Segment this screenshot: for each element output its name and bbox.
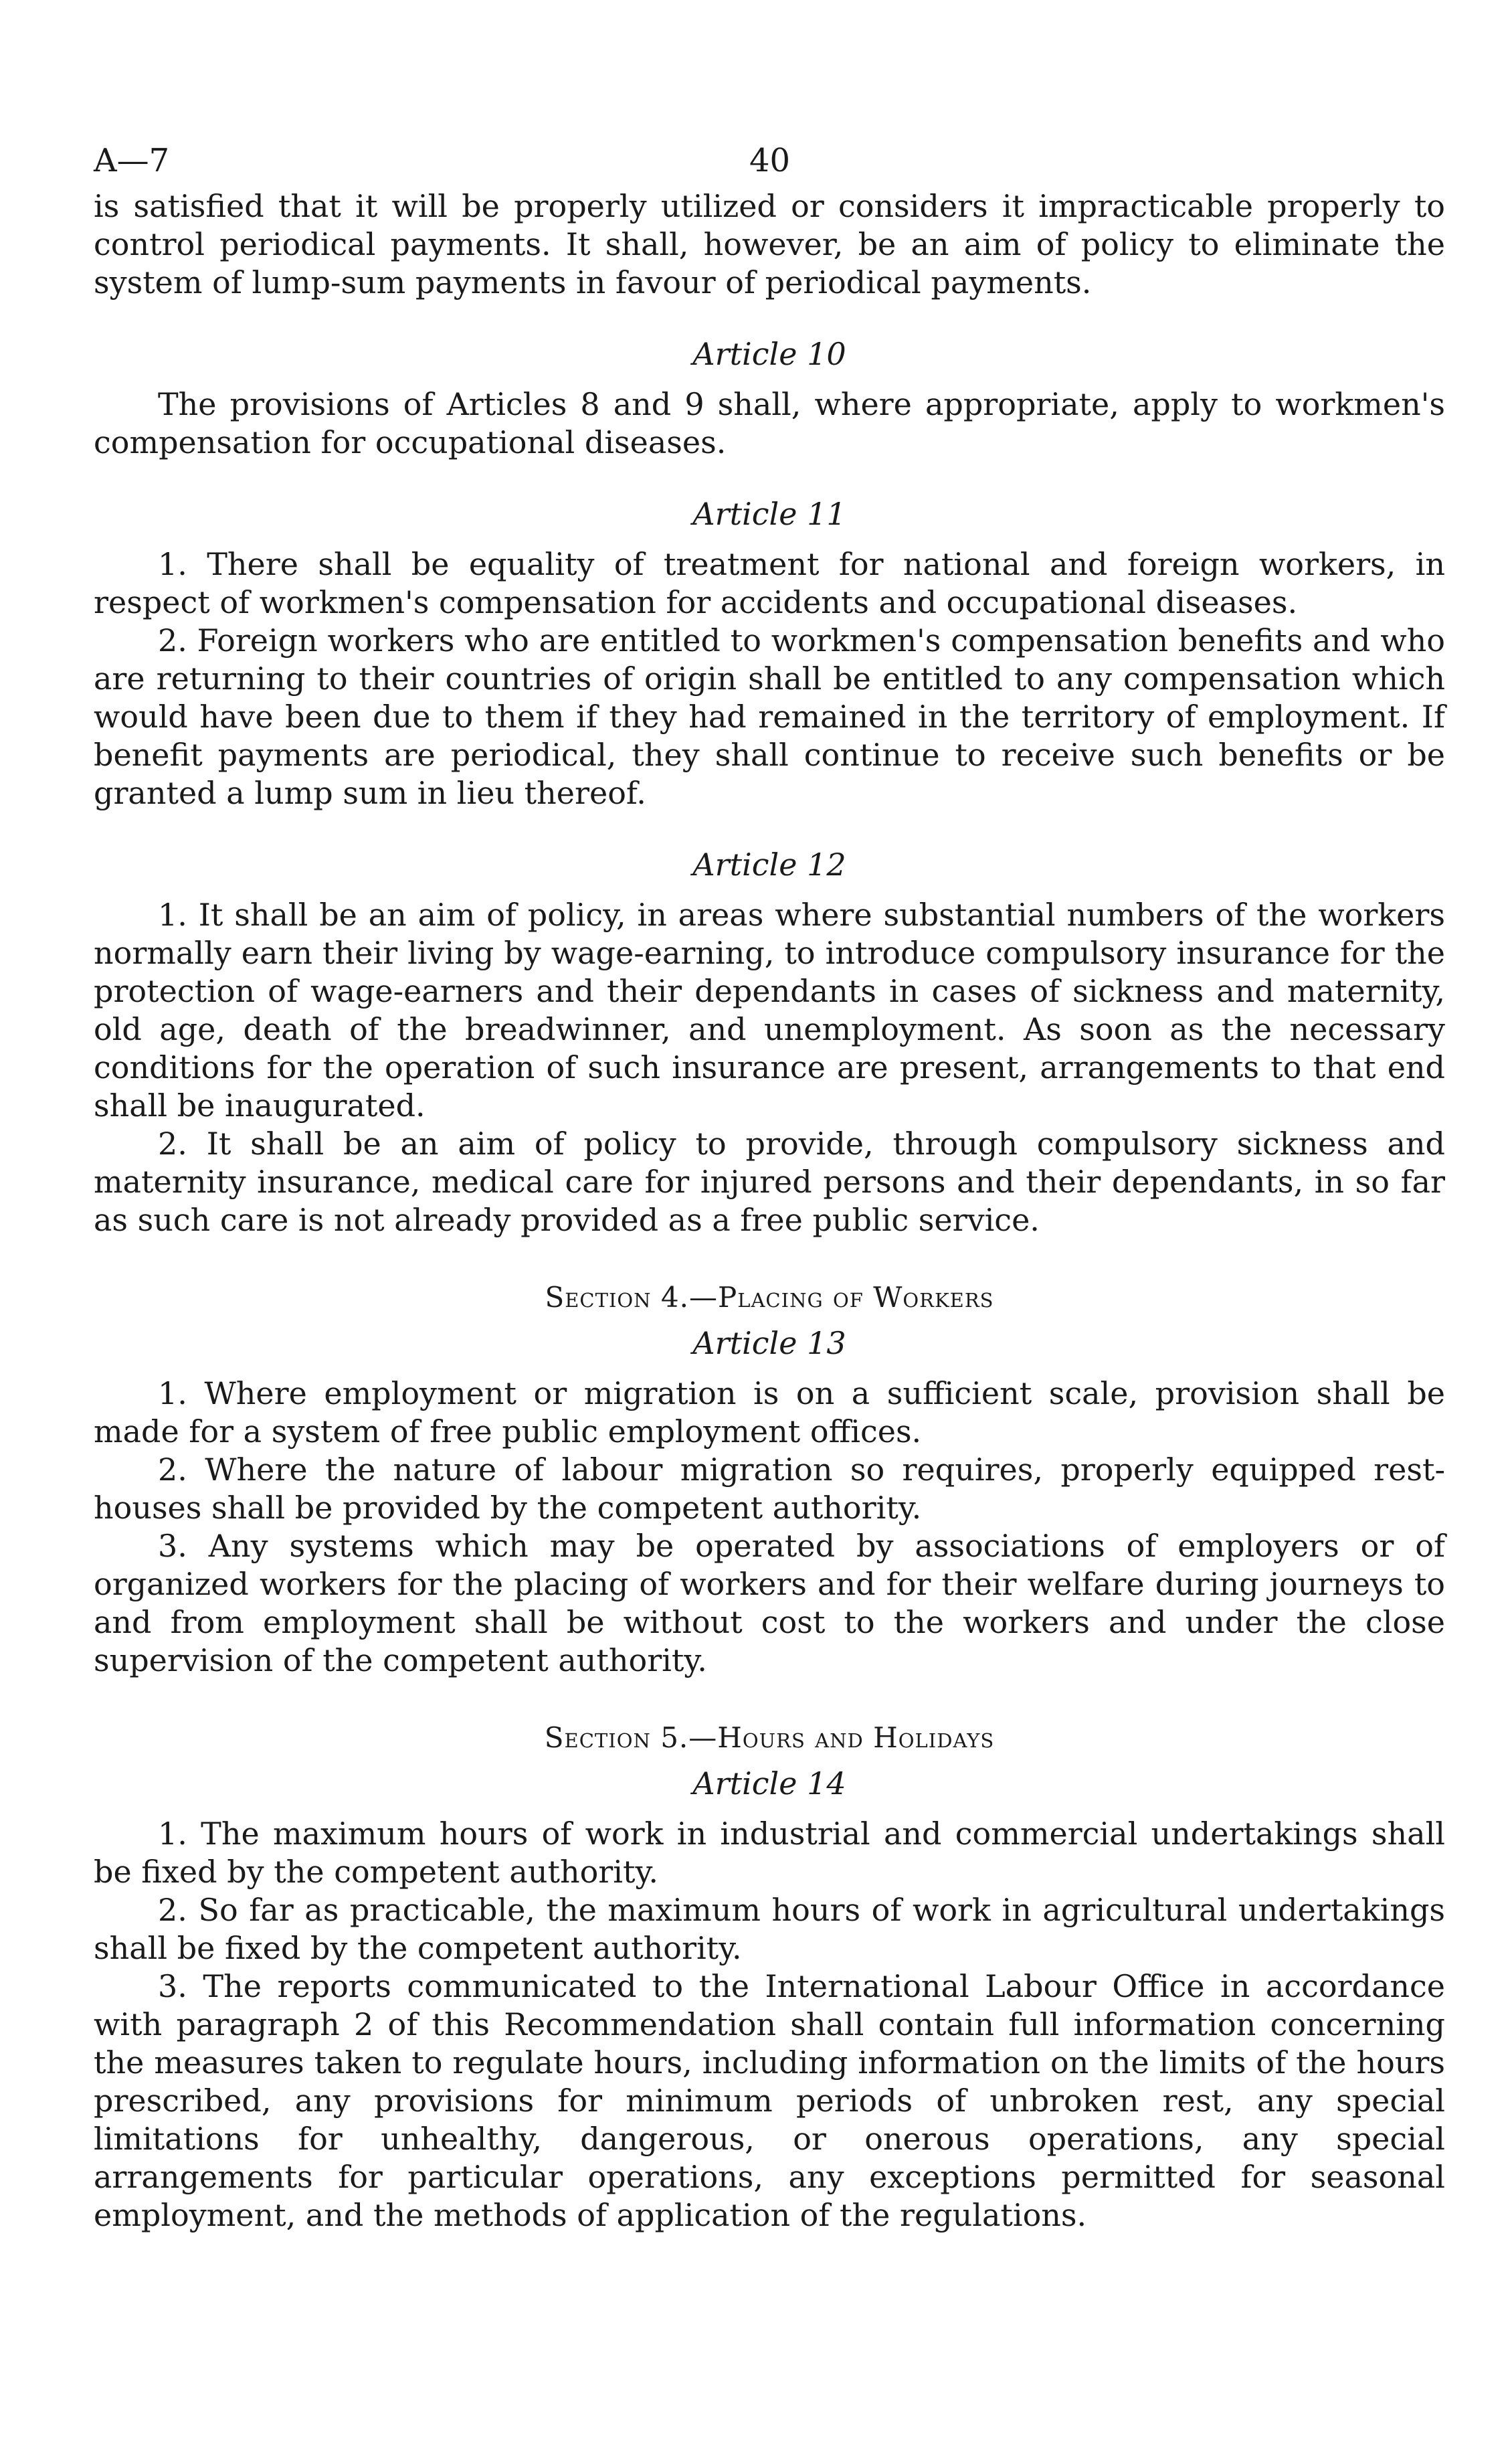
- document-code: A—7: [94, 142, 170, 179]
- page-number: 40: [749, 142, 791, 179]
- article-10-heading: Article 10: [692, 336, 846, 372]
- section-4-heading: Section 4.—Placing of Workers: [545, 1281, 994, 1314]
- article-14-paragraph-2: 2. So far as practicable, the maximum hours of work in agricultural undertakings shall be fixed by the competent authority.: [94, 1892, 1445, 1966]
- article-12-heading: Article 12: [692, 847, 846, 883]
- section-5-heading: Section 5.—Hours and Holidays: [544, 1721, 995, 1754]
- article-14-paragraph-1: 1. The maximum hours of work in industrial and commercial undertakings shall be fixed by the competent authority.: [94, 1816, 1445, 1890]
- article-10-paragraph-1: The provisions of Articles 8 and 9 shall, where appropriate, apply to workmen's compensation for occupational diseases.: [94, 386, 1445, 460]
- article-13-heading: Article 13: [692, 1325, 846, 1361]
- article-11-heading: Article 11: [692, 496, 846, 532]
- continuation-paragraph: is satisfied that it will be properly utilized or considers it impracticable properly to control periodical payments. It shall, however, be an aim of policy to eliminate the system of lump-sum payments in favour of periodical payments.: [94, 188, 1445, 300]
- article-14-paragraph-3: 3. The reports communicated to the International Labour Office in accordance with paragraph 2 of this Recommendation shall contain full information concerning the measures taken to regulate hours, including information on the limits of the hours prescribed, any provisions for minimum periods of unbroken rest, any special limitations for unhealthy, dangerous, or onerous operations, any special arrangements for particular operations, any exceptions permitted for seasonal employment, and the methods of application of the regulations.: [94, 1968, 1445, 2233]
- article-11-paragraph-2: 2. Foreign workers who are entitled to workmen's compensation benefits and who are returning to their countries of origin shall be entitled to any compensation which would have been due to them if they had remained in the territory of employment. If benefit payments are periodical, they shall continue to receive such benefits or be granted a lump sum in lieu thereof.: [94, 622, 1445, 811]
- article-12-paragraph-1: 1. It shall be an aim of policy, in areas where substantial numbers of the workers normally earn their living by wage-earning, to introduce compulsory insurance for the protection of wage-earners and their dependants in cases of sickness and maternity, old age, death of the breadwinner, and unemployment. As soon as the necessary conditions for the operation of such insurance are present, arrangements to that end shall be inaugurated.: [94, 897, 1445, 1124]
- page-header: [94, 134, 1445, 187]
- article-13-paragraph-3: 3. Any systems which may be operated by associations of employers or of organized workers for the placing of workers and for their welfare during journeys to and from employment shall be without cost to the workers and under the close supervision of the competent authority.: [94, 1528, 1445, 1678]
- document-body: [94, 187, 1445, 2235]
- article-13-paragraph-2: 2. Where the nature of labour migration so requires, properly equipped rest-houses shall be provided by the competent authority.: [94, 1452, 1445, 1526]
- article-14-heading: Article 14: [692, 1765, 846, 1802]
- document-page: [94, 134, 1445, 2235]
- article-13-paragraph-1: 1. Where employment or migration is on a sufficient scale, provision shall be made for a system of free public employment offices.: [94, 1375, 1445, 1450]
- article-12-paragraph-2: 2. It shall be an aim of policy to provide, through compulsory sickness and maternity insurance, medical care for injured persons and their dependants, in so far as such care is not already provided as a free public service.: [94, 1126, 1445, 1238]
- article-11-paragraph-1: 1. There shall be equality of treatment for national and foreign workers, in respect of workmen's compensation for accidents and occupational diseases.: [94, 546, 1445, 620]
